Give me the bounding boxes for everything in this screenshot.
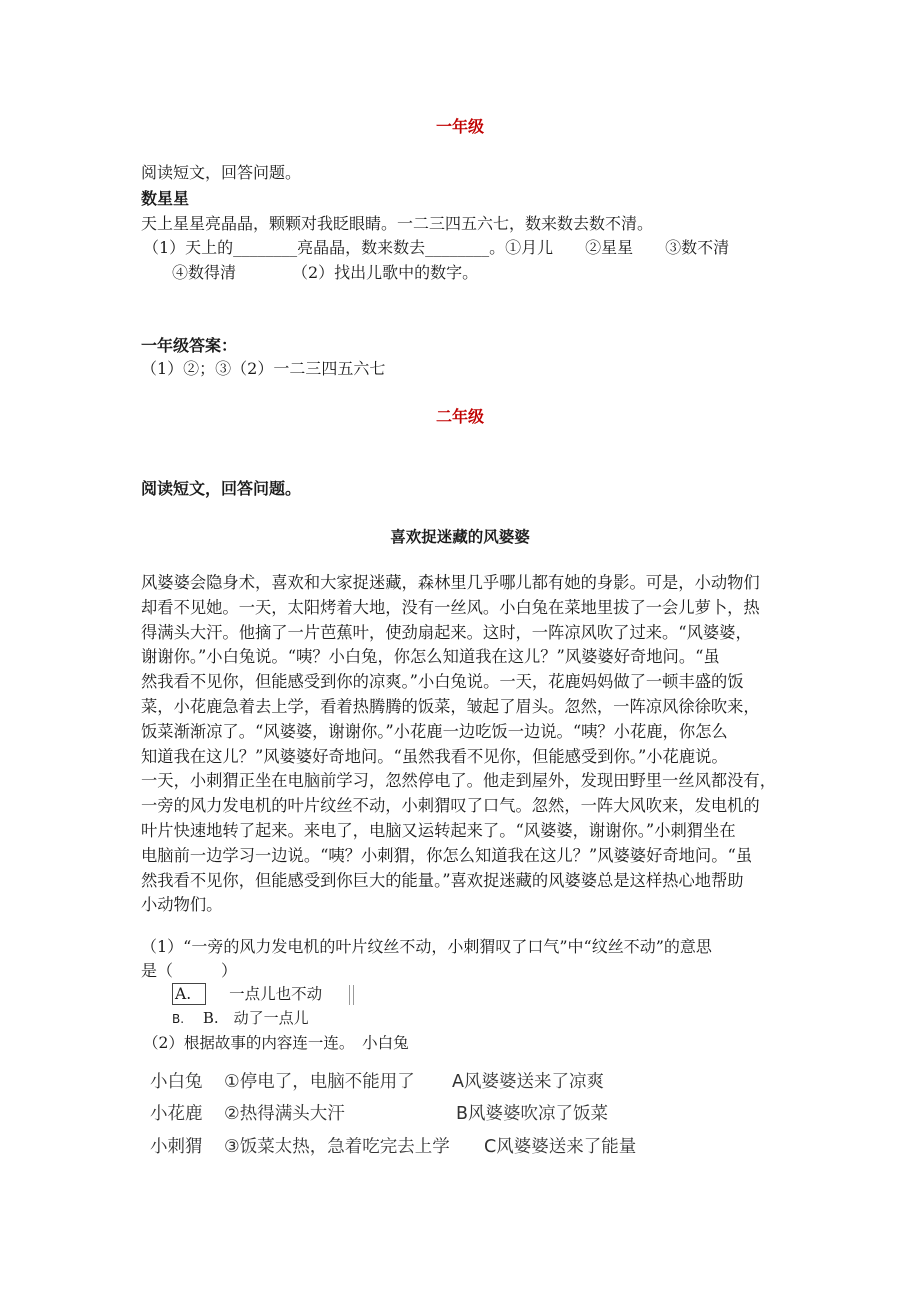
grade1-question-1-cont: ④数得清 （2）找出儿歌中的数字。 bbox=[172, 263, 479, 282]
story-line: 却看不见她。一天，太阳烤着大地，没有一丝风。小白兔在菜地里拔了一会儿萝卜，热 bbox=[141, 597, 760, 617]
grade1-question-1: （1）天上的________亮晶晶，数来数去________。①月儿 ②星星 ③数不清 bbox=[143, 238, 730, 257]
grade2-question-1: （1）“一旁的风力发电机的叶片纹丝不动，小刺猬叹了口气”中“纹丝不动”的意思 bbox=[141, 937, 712, 956]
option-a[interactable] bbox=[172, 982, 354, 1005]
match-animal: 小花鹿 bbox=[150, 1104, 203, 1124]
option-b[interactable] bbox=[172, 1007, 309, 1028]
story-line: 然我看不见你，但能感受到你巨大的能量。”喜欢捉迷藏的风婆婆总是这样热心地帮助 bbox=[141, 870, 744, 890]
grade1-answer-text: （1）②；③（2）一二三四五六七 bbox=[141, 359, 386, 378]
option-b-letter: B. bbox=[172, 1012, 185, 1026]
story-line: 知道我在这儿？”风婆婆好奇地问。“虽然我看不见你，但能感受到你。”小花鹿说。 bbox=[141, 746, 728, 766]
match-animal: 小白兔 bbox=[150, 1072, 203, 1092]
story-line: 菜，小花鹿急着去上学，看着热腾腾的饭菜，皱起了眉头。忽然，一阵凉风徐徐吹来， bbox=[141, 696, 760, 716]
story-line: 得满头大汗。他摘了一片芭蕉叶，使劲扇起来。这时，一阵凉风吹了过来。“风婆婆， bbox=[141, 622, 752, 642]
poem-title: 数星星 bbox=[141, 189, 190, 208]
option-b-text: B. 动了一点儿 bbox=[202, 1009, 309, 1027]
story-line: 小动物们。 bbox=[141, 895, 223, 915]
option-a-letter: A. bbox=[172, 983, 206, 1005]
match-result: B风婆婆吹凉了饭菜 bbox=[456, 1104, 609, 1124]
story-line: 一旁的风力发电机的叶片纹丝不动，小刺猬叹了口气。忽然，一阵大风吹来，发电机的 bbox=[141, 796, 760, 816]
option-a-divider bbox=[349, 985, 354, 1005]
grade2-instruction: 阅读短文，回答问题。 bbox=[141, 479, 302, 498]
story-line: 谢谢你。”小白兔说。“咦？小白兔，你怎么知道我在这儿？”风婆婆好奇地问。“虽 bbox=[141, 647, 720, 667]
grade2-title: 二年级 bbox=[435, 407, 484, 426]
story-title: 喜欢捉迷藏的风婆婆 bbox=[390, 527, 530, 546]
story-line: 电脑前一边学习一边说。“咦？小刺猬，你怎么知道我在这儿？”风婆婆好奇地问。“虽 bbox=[141, 845, 753, 865]
grade2-question-1-cont: 是（ ） bbox=[141, 961, 238, 980]
grade1-title: 一年级 bbox=[435, 117, 484, 136]
story-line: 一天，小刺猬正坐在电脑前学习，忽然停电了。他走到屋外，发现田野里一丝风都没有， bbox=[141, 771, 776, 791]
match-animal: 小刺猬 bbox=[150, 1137, 203, 1157]
grade2-question-2: （2）根据故事的内容连一连。 小白兔 bbox=[143, 1034, 409, 1052]
grade1-answer-title: 一年级答案： bbox=[141, 336, 238, 355]
story-line: 然我看不见你，但能感受到你的凉爽。”小白兔说。一天，花鹿妈妈做了一顿丰盛的饭 bbox=[141, 672, 744, 692]
option-a-text: 一点儿也不动 bbox=[229, 985, 323, 1003]
match-event: ①停电了，电脑不能用了 bbox=[224, 1072, 415, 1092]
story-line: 饭菜渐渐凉了。“风婆婆，谢谢你。”小花鹿一边吃饭一边说。“咦？小花鹿，你怎么 bbox=[141, 721, 728, 741]
story-line: 风婆婆会隐身术，喜欢和大家捉迷藏，森林里几乎哪儿都有她的身影。可是，小动物们 bbox=[141, 573, 760, 592]
match-event: ②热得满头大汗 bbox=[224, 1104, 345, 1124]
story-line: 叶片快速地转了起来。来电了，电脑又运转起来了。“风婆婆，谢谢你。”小刺猬坐在 bbox=[141, 820, 736, 840]
grade1-instruction: 阅读短文，回答问题。 bbox=[141, 163, 302, 182]
match-result: A风婆婆送来了凉爽 bbox=[452, 1072, 604, 1092]
match-result: C风婆婆送来了能量 bbox=[484, 1137, 637, 1157]
match-event: ③饭菜太热，急着吃完去上学 bbox=[224, 1137, 450, 1157]
poem-text: 天上星星亮晶晶，颗颗对我眨眼睛。一二三四五六七，数来数去数不清。 bbox=[141, 214, 654, 233]
story-body bbox=[141, 571, 781, 918]
